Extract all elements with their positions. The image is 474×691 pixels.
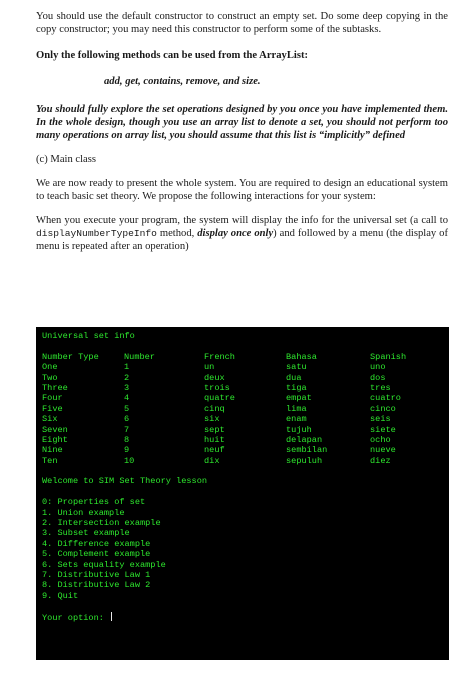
- cell-bahasa: sepuluh: [286, 455, 323, 466]
- cell-french: dix: [204, 455, 220, 466]
- menu-item: 4. Difference example: [42, 538, 151, 549]
- menu-item: 2. Intersection example: [42, 518, 161, 529]
- paragraph-system-intro: We are now ready to present the whole system. You are required to design an educational system to teach basic set theory. We propose the following interactions for your system:: [36, 178, 448, 202]
- cell-number-type: Eight: [42, 434, 68, 445]
- table-row: [42, 456, 443, 466]
- cell-spanish: tres: [370, 382, 391, 393]
- cell-french: deux: [204, 372, 225, 383]
- cell-number: 1: [124, 362, 130, 373]
- menu-item: 9. Quit: [42, 590, 79, 601]
- cell-bahasa: tiga: [286, 382, 307, 393]
- cell-number-type: Seven: [42, 424, 68, 435]
- menu-item: 1. Union example: [42, 507, 125, 518]
- header-number-type: Number Type: [42, 351, 99, 362]
- table-row: [42, 373, 443, 383]
- table-row: [42, 404, 443, 414]
- cell-number: 4: [124, 393, 130, 404]
- cell-french: six: [204, 414, 220, 425]
- table-row: [42, 383, 443, 393]
- paragraph-set-operations: You should fully explore the set operations designed by you once you have implemented them. In the whole design, though you use an array list to denote a set, you should not perform too many operations on array list, you should assume that this list is “implicitly” defined: [36, 104, 448, 141]
- cell-number-type: Nine: [42, 445, 63, 456]
- table-row: [42, 362, 443, 372]
- menu-item: 5. Complement example: [42, 549, 151, 560]
- cell-bahasa: enam: [286, 414, 307, 425]
- cell-french: cinq: [204, 403, 225, 414]
- option-prompt-label: Your option:: [42, 612, 110, 623]
- cell-french: sept: [204, 424, 225, 435]
- cell-spanish: siete: [370, 424, 396, 435]
- cell-bahasa: empat: [286, 393, 312, 404]
- cell-bahasa: delapan: [286, 434, 323, 445]
- header-french: French: [204, 351, 235, 362]
- cell-spanish: cuatro: [370, 393, 401, 404]
- header-spanish: Spanish: [370, 351, 407, 362]
- cell-spanish: cinco: [370, 403, 396, 414]
- lesson-menu: [42, 497, 443, 601]
- cell-number: 3: [124, 382, 130, 393]
- cell-french: neuf: [204, 445, 225, 456]
- terminal-screenshot: [36, 327, 449, 660]
- method-name-code: displayNumberTypeInfo: [36, 228, 157, 239]
- header-number: Number: [124, 351, 155, 362]
- execution-text-emphasis: display once only: [197, 228, 274, 239]
- table-row: [42, 445, 443, 455]
- terminal-header-row: [42, 352, 443, 362]
- cell-number: 9: [124, 445, 130, 456]
- cell-french: huit: [204, 434, 225, 445]
- cell-number: 6: [124, 414, 130, 425]
- cell-number-type: Five: [42, 403, 63, 414]
- document-page: [36, 10, 448, 253]
- cell-bahasa: sembilan: [286, 445, 328, 456]
- cell-spanish: ocho: [370, 434, 391, 445]
- cell-number-type: Ten: [42, 455, 58, 466]
- cell-bahasa: dua: [286, 372, 302, 383]
- cell-spanish: nueve: [370, 445, 396, 456]
- menu-item: 3. Subset example: [42, 528, 130, 539]
- cell-french: trois: [204, 382, 230, 393]
- cell-bahasa: lima: [286, 403, 307, 414]
- menu-item: 6. Sets equality example: [42, 559, 166, 570]
- number-table-body: [42, 362, 443, 466]
- paragraph-method-list: add, get, contains, remove, and size.: [104, 76, 261, 87]
- cell-number: 2: [124, 372, 130, 383]
- table-row: [42, 425, 443, 435]
- cell-spanish: seis: [370, 414, 391, 425]
- execution-text-a: When you execute your program, the system will display the info for the universal set (a call to: [36, 215, 448, 226]
- cell-number-type: Six: [42, 414, 58, 425]
- welcome-message: Welcome to SIM Set Theory lesson: [42, 476, 208, 487]
- paragraph-execution: [36, 214, 448, 253]
- section-heading-main-class: (c) Main class: [36, 154, 97, 165]
- table-row: [42, 414, 443, 424]
- table-row: [42, 393, 443, 403]
- execution-text-d: ) and followed by a menu (the display of menu is repeated after an operation): [36, 228, 448, 252]
- execution-text-b: method,: [156, 228, 198, 239]
- header-bahasa: Bahasa: [286, 351, 317, 362]
- cell-number: 8: [124, 434, 130, 445]
- cell-number-type: Two: [42, 372, 58, 383]
- cell-spanish: uno: [370, 362, 386, 373]
- cell-number-type: One: [42, 362, 58, 373]
- cell-number: 5: [124, 403, 130, 414]
- paragraph-constructor: You should use the default constructor to construct an empty set. Do some deep copying in the copy constructor; you may need this constructor to perform some of the subtasks.: [36, 11, 448, 35]
- text-cursor: [111, 612, 112, 621]
- menu-item: 8. Distributive Law 2: [42, 580, 151, 591]
- cell-number-type: Four: [42, 393, 63, 404]
- paragraph-arraylist-methods: Only the following methods can be used from the ArrayList:: [36, 50, 309, 61]
- option-prompt[interactable]: [42, 612, 443, 622]
- cell-number: 10: [124, 455, 135, 466]
- cell-bahasa: tujuh: [286, 424, 312, 435]
- menu-item: 7. Distributive Law 1: [42, 569, 151, 580]
- cell-bahasa: satu: [286, 362, 307, 373]
- cell-french: un: [204, 362, 215, 373]
- cell-french: quatre: [204, 393, 235, 404]
- table-row: [42, 435, 443, 445]
- menu-item: 0: Properties of set: [42, 497, 146, 508]
- terminal-title: Universal set info: [42, 331, 135, 341]
- cell-number: 7: [124, 424, 130, 435]
- cell-number-type: Three: [42, 382, 68, 393]
- cell-spanish: dos: [370, 372, 386, 383]
- cell-spanish: diez: [370, 455, 391, 466]
